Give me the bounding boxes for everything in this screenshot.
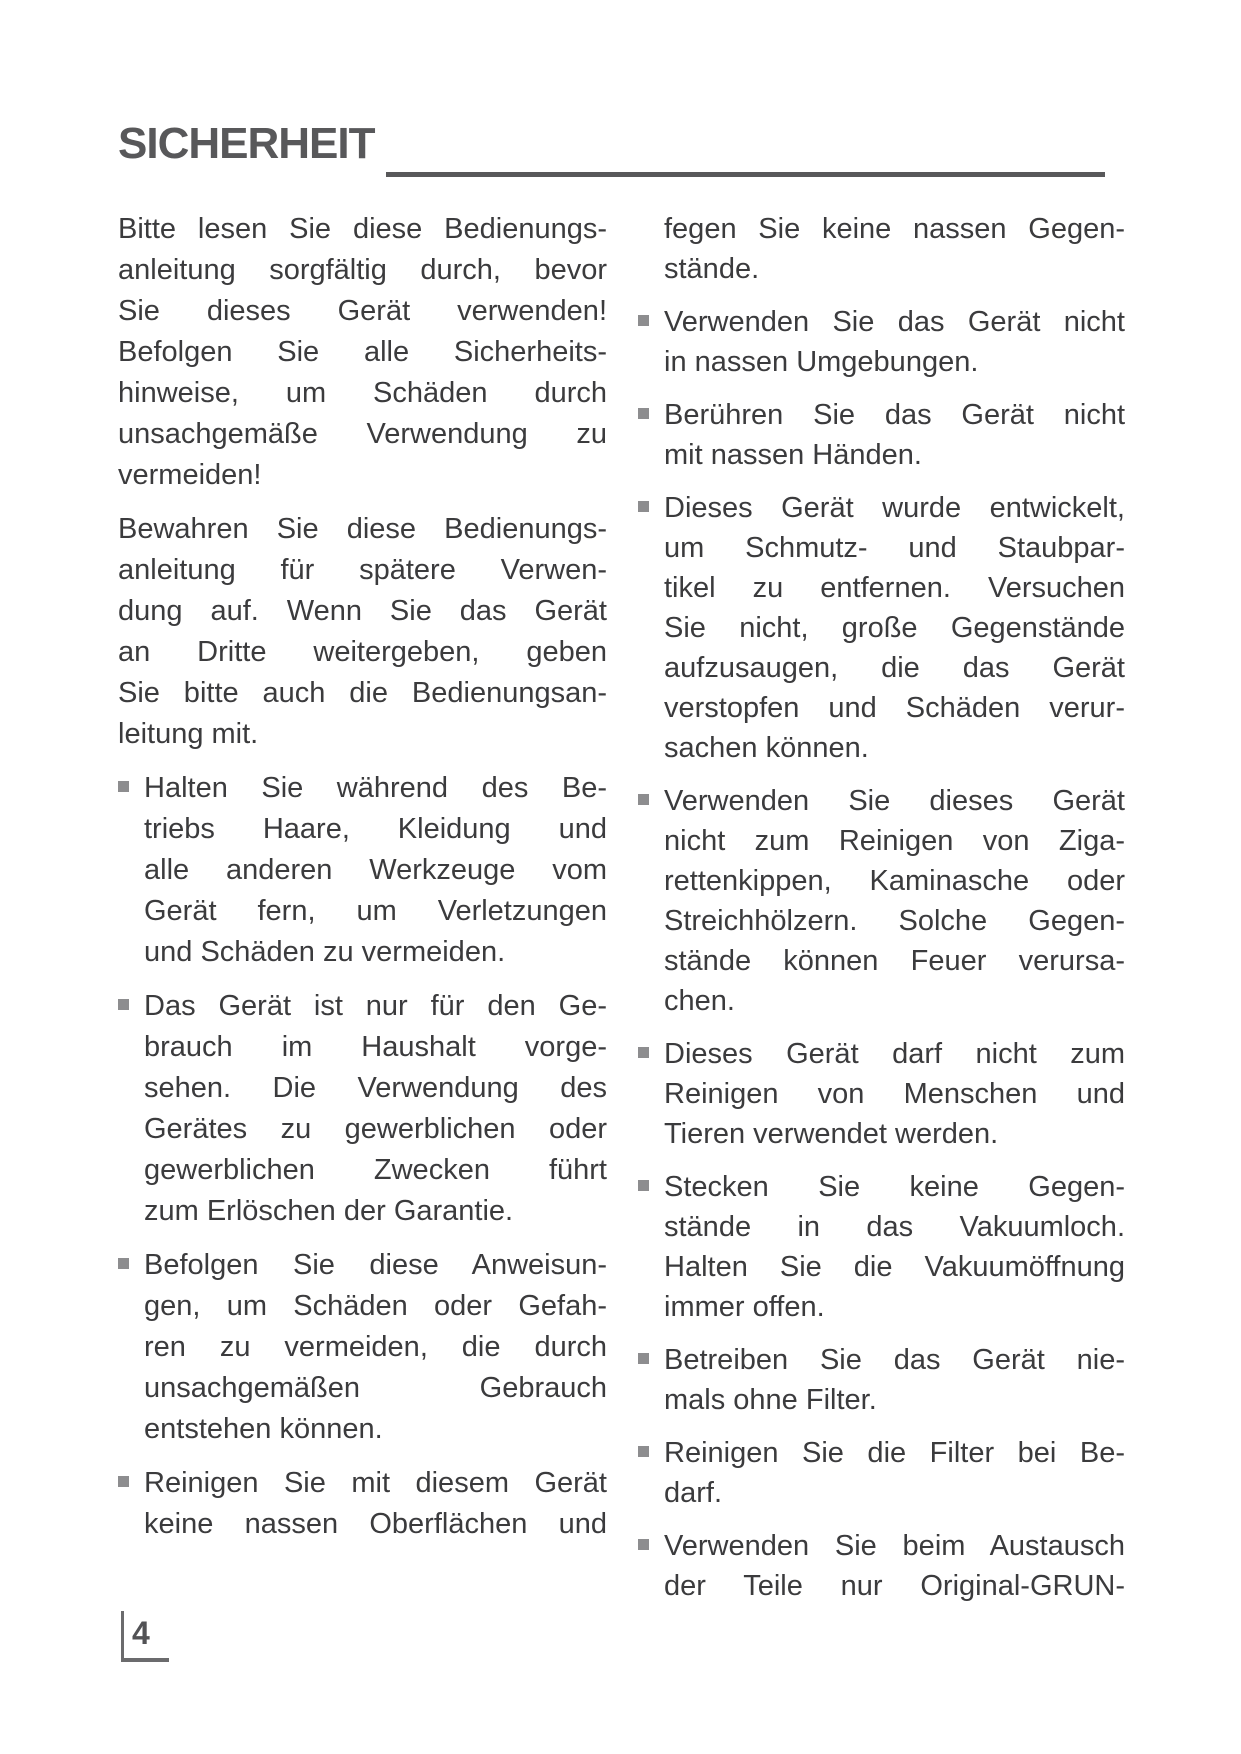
text-line: an Dritte weitergeben, geben xyxy=(118,636,607,668)
text-line: rettenkippen, Kaminasche oder xyxy=(664,865,1125,897)
bullet-item xyxy=(638,488,1125,768)
text-line: in nassen Umgebungen. xyxy=(664,346,979,378)
bullet-square-icon xyxy=(118,999,129,1010)
text-line: Verwenden Sie dieses Gerät xyxy=(664,785,1125,817)
text-line: mit nassen Händen. xyxy=(664,439,922,471)
right-text-column xyxy=(638,209,1125,1619)
paragraph xyxy=(118,509,607,755)
text-line: entstehen können. xyxy=(144,1413,383,1445)
bullet-item xyxy=(118,1245,607,1450)
text-line: stände in das Vakuumloch. xyxy=(664,1211,1125,1243)
bullet-item xyxy=(638,1034,1125,1154)
continuation-paragraph xyxy=(638,209,1125,289)
text-line: Reinigen von Menschen und xyxy=(664,1078,1125,1110)
text-line: Sie bitte auch die Bedienungsan- xyxy=(118,677,607,709)
left-text-column xyxy=(118,209,607,1558)
text-line: Befolgen Sie alle Sicherheits- xyxy=(118,336,607,368)
text-line: Dieses Gerät darf nicht zum xyxy=(664,1038,1125,1070)
bullet-item xyxy=(638,1433,1125,1513)
text-line: Tieren verwendet werden. xyxy=(664,1118,999,1150)
text-line: Halten Sie die Vakuumöffnung xyxy=(664,1251,1125,1283)
text-line: Sie nicht, große Gegenstände xyxy=(664,612,1125,644)
bullet-square-icon xyxy=(118,1258,129,1269)
text-line: dung auf. Wenn Sie das Gerät xyxy=(118,595,607,627)
text-line: stände können Feuer verursa- xyxy=(664,945,1125,977)
text-line: fegen Sie keine nassen Gegen- xyxy=(664,213,1125,245)
text-line: Sie dieses Gerät verwenden! xyxy=(118,295,607,327)
bullet-item xyxy=(118,768,607,973)
text-line: Das Gerät ist nur für den Ge- xyxy=(144,990,607,1022)
text-line: brauch im Haushalt vorge- xyxy=(144,1031,607,1063)
bullet-item xyxy=(638,1167,1125,1327)
footer-corner-mark-horizontal xyxy=(121,1658,169,1662)
text-line: triebs Haare, Kleidung und xyxy=(144,813,607,845)
bullet-square-icon xyxy=(638,408,649,419)
text-line: verstopfen und Schäden verur- xyxy=(664,692,1125,724)
footer-corner-mark-vertical xyxy=(121,1611,124,1662)
text-line: Dieses Gerät wurde entwickelt, xyxy=(664,492,1125,524)
text-line: sachen können. xyxy=(664,732,869,764)
text-line: Bitte lesen Sie diese Bedienungs- xyxy=(118,213,607,245)
text-line: Berühren Sie das Gerät nicht xyxy=(664,399,1125,431)
text-line: Gerätes zu gewerblichen oder xyxy=(144,1113,607,1145)
text-line: anleitung sorgfältig durch, bevor xyxy=(118,254,607,286)
text-line: zum Erlöschen der Garantie. xyxy=(144,1195,514,1227)
bullet-item xyxy=(638,395,1125,475)
bullet-item xyxy=(638,1340,1125,1420)
text-line: der Teile nur Original-GRUN- xyxy=(664,1570,1125,1602)
text-line: stände. xyxy=(664,253,760,285)
text-line: mals ohne Filter. xyxy=(664,1384,877,1416)
text-line: unsachgemäßen Gebrauch xyxy=(144,1372,607,1404)
text-line: unsachgemäße Verwendung zu xyxy=(118,418,607,450)
title-underline-rule xyxy=(386,172,1105,177)
text-line: Verwenden Sie das Gerät nicht xyxy=(664,306,1125,338)
text-line: Streichhölzern. Solche Gegen- xyxy=(664,905,1125,937)
bullet-square-icon xyxy=(638,1353,649,1364)
text-line: tikel zu entfernen. Versuchen xyxy=(664,572,1125,604)
bullet-item xyxy=(638,781,1125,1021)
bullet-square-icon xyxy=(638,1047,649,1058)
text-line: keine nassen Oberflächen und xyxy=(144,1508,607,1540)
bullet-square-icon xyxy=(638,315,649,326)
text-line: vermeiden! xyxy=(118,459,262,491)
text-line: sehen. Die Verwendung des xyxy=(144,1072,607,1104)
text-line: immer offen. xyxy=(664,1291,825,1323)
text-line: alle anderen Werkzeuge vom xyxy=(144,854,607,886)
bullet-square-icon xyxy=(118,1476,129,1487)
bullet-item xyxy=(118,986,607,1232)
bullet-square-icon xyxy=(118,781,129,792)
page-title: SICHERHEIT xyxy=(118,119,375,168)
page-number: 4 xyxy=(132,1615,150,1651)
text-line: Befolgen Sie diese Anweisun- xyxy=(144,1249,607,1281)
paragraph xyxy=(118,209,607,496)
text-line: anleitung für spätere Verwen- xyxy=(118,554,607,586)
bullet-square-icon xyxy=(638,794,649,805)
bullet-item xyxy=(638,1526,1125,1606)
text-line: Stecken Sie keine Gegen- xyxy=(664,1171,1125,1203)
bullet-item xyxy=(638,302,1125,382)
text-line: Bewahren Sie diese Bedienungs- xyxy=(118,513,607,545)
text-line: Betreiben Sie das Gerät nie- xyxy=(664,1344,1125,1376)
bullet-square-icon xyxy=(638,1180,649,1191)
text-line: leitung mit. xyxy=(118,718,259,750)
text-line: um Schmutz- und Staubpar- xyxy=(664,532,1125,564)
text-line: darf. xyxy=(664,1477,723,1509)
text-line: ren zu vermeiden, die durch xyxy=(144,1331,607,1363)
text-line: Halten Sie während des Be- xyxy=(144,772,607,804)
text-line: Verwenden Sie beim Austausch xyxy=(664,1530,1125,1562)
bullet-square-icon xyxy=(638,1446,649,1457)
text-line: hinweise, um Schäden durch xyxy=(118,377,607,409)
text-line: gen, um Schäden oder Gefah- xyxy=(144,1290,607,1322)
bullet-square-icon xyxy=(638,1539,649,1550)
text-line: gewerblichen Zwecken führt xyxy=(144,1154,607,1186)
bullet-item xyxy=(118,1463,607,1545)
text-line: Reinigen Sie mit diesem Gerät xyxy=(144,1467,607,1499)
text-line: Reinigen Sie die Filter bei Be- xyxy=(664,1437,1125,1469)
text-line: chen. xyxy=(664,985,735,1017)
text-line: nicht zum Reinigen von Ziga- xyxy=(664,825,1125,857)
bullet-square-icon xyxy=(638,501,649,512)
text-line: und Schäden zu vermeiden. xyxy=(144,936,506,968)
text-line: Gerät fern, um Verletzungen xyxy=(144,895,607,927)
text-line: aufzusaugen, die das Gerät xyxy=(664,652,1125,684)
